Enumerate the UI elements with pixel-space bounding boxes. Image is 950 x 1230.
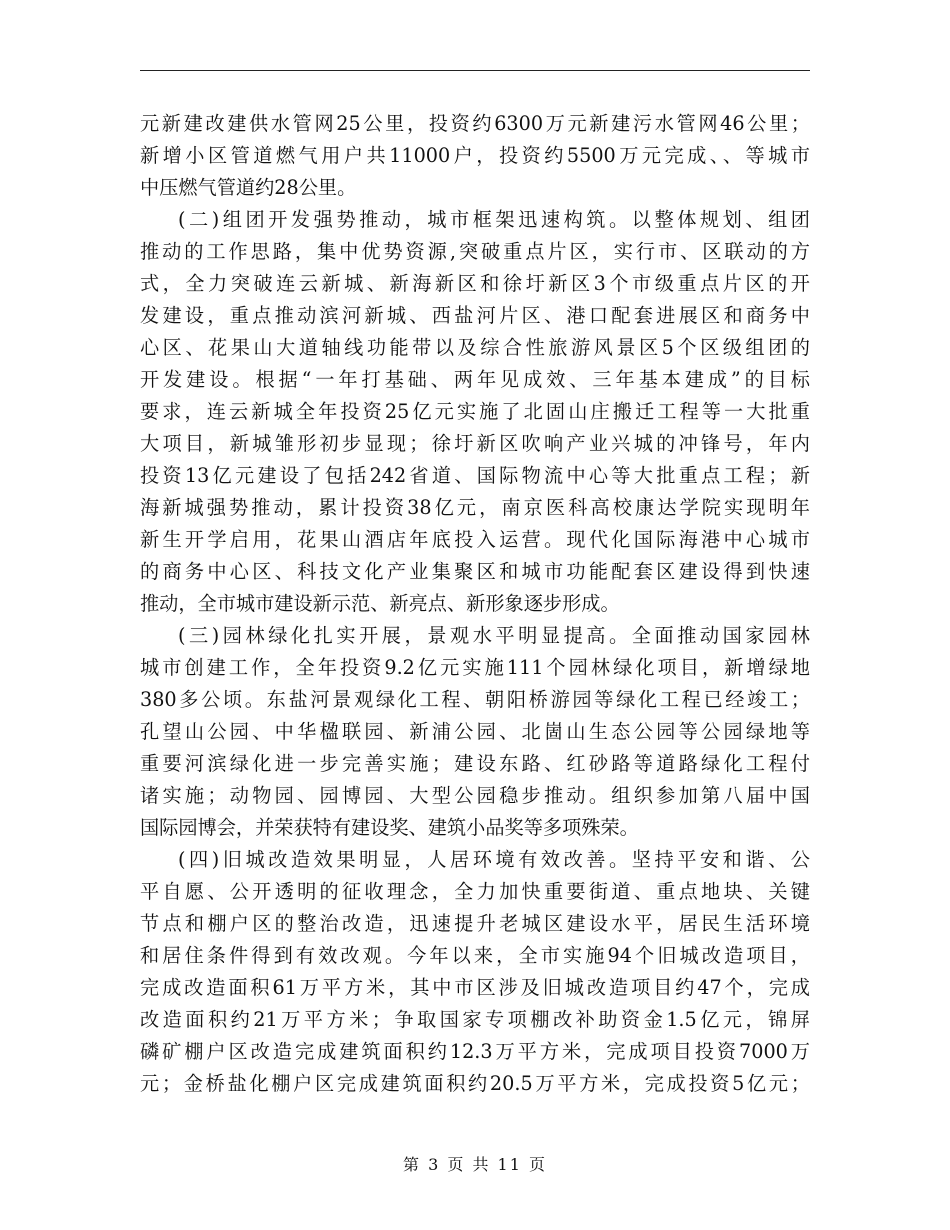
text-line: 元；金桥盐化棚户区完成建筑面积约20.5万平方米，完成投资5亿元； (140, 1072, 810, 1095)
text-line: 新增小区管道燃气用户共11000户，投资约5500万元完成、、等城市 (140, 144, 810, 167)
text-line: 大项目，新城雏形初步显现；徐圩新区吹响产业兴城的冲锋号，年内 (140, 432, 810, 455)
text-line: 诸实施；动物园、园博园、大型公园稳步推动。组织参加第八届中国 (140, 784, 810, 807)
text-line: (二)组团开发强势推动，城市框架迅速构筑。以整体规划、组团 (178, 208, 810, 231)
text-line: 磷矿棚户区改造完成建筑面积约12.3万平方米，完成项目投资7000万 (140, 1040, 810, 1063)
text-line: (三)园林绿化扎实开展，景观水平明显提高。全面推动国家园林 (178, 624, 810, 647)
text-line: 发建设，重点推动滨河新城、西盐河片区、港口配套进展区和商务中 (140, 304, 810, 327)
text-line: 式，全力突破连云新城、新海新区和徐圩新区3个市级重点片区的开 (140, 272, 810, 295)
text-line: 的商务中心区、科技文化产业集聚区和城市功能配套区建设得到快速 (140, 560, 810, 583)
text-line: 海新城强势推动，累计投资38亿元，南京医科高校康达学院实现明年 (140, 496, 810, 519)
text-line: 推动，全市城市建设新示范、新亮点、新形象逐步形成。 (140, 592, 620, 615)
text-line: 中压燃气管道约28公里。 (140, 176, 357, 199)
text-line: 投资13亿元建设了包括242省道、国际物流中心等大批重点工程；新 (140, 464, 810, 487)
text-line: 和居住条件得到有效改观。今年以来，全市实施94个旧城改造项目， (140, 944, 810, 967)
text-line: 节点和棚户区的整治改造，迅速提升老城区建设水平，居民生活环境 (140, 912, 810, 935)
text-line: 城市创建工作，全年投资9.2亿元实施111个园林绿化项目，新增绿地 (140, 656, 810, 679)
page-number: 第 3 页 共 11 页 (403, 1155, 547, 1174)
text-line: 开发建设。根据“一年打基础、两年见成效、三年基本建成”的目标 (140, 368, 810, 391)
text-line: (四)旧城改造效果明显，人居环境有效改善。坚持平安和谐、公 (178, 848, 810, 871)
text-line: 380多公顷。东盐河景观绿化工程、朝阳桥游园等绿化工程已经竣工； (140, 688, 810, 711)
document-body (140, 108, 810, 1100)
text-line: 重要河滨绿化进一步完善实施；建设东路、红砂路等道路绿化工程付 (140, 752, 810, 775)
text-line: 要求，连云新城全年投资25亿元实施了北固山庄搬迁工程等一大批重 (140, 400, 810, 423)
text-line: 推动的工作思路，集中优势资源,突破重点片区，实行市、区联动的方 (140, 240, 810, 263)
text-line: 国际园博会，并荣获特有建设奖、建筑小品奖等多项殊荣。 (140, 816, 639, 839)
text-line: 新生开学启用，花果山酒店年底投入运营。现代化国际海港中心城市 (140, 528, 810, 551)
text-line: 完成改造面积61万平方米，其中市区涉及旧城改造项目约47个，完成 (140, 976, 810, 999)
text-line: 改造面积约21万平方米；争取国家专项棚改补助资金1.5亿元，锦屏 (140, 1008, 810, 1031)
text-line: 平自愿、公开透明的征收理念，全力加快重要街道、重点地块、关键 (140, 880, 810, 903)
text-line: 心区、花果山大道轴线功能带以及综合性旅游风景区5个区级组团的 (140, 336, 810, 359)
text-line: 元新建改建供水管网25公里，投资约6300万元新建污水管网46公里； (140, 112, 810, 135)
text-line: 孔望山公园、中华楹联园、新浦公园、北崮山生态公园等公园绿地等 (140, 720, 810, 743)
header-rule (140, 70, 810, 71)
